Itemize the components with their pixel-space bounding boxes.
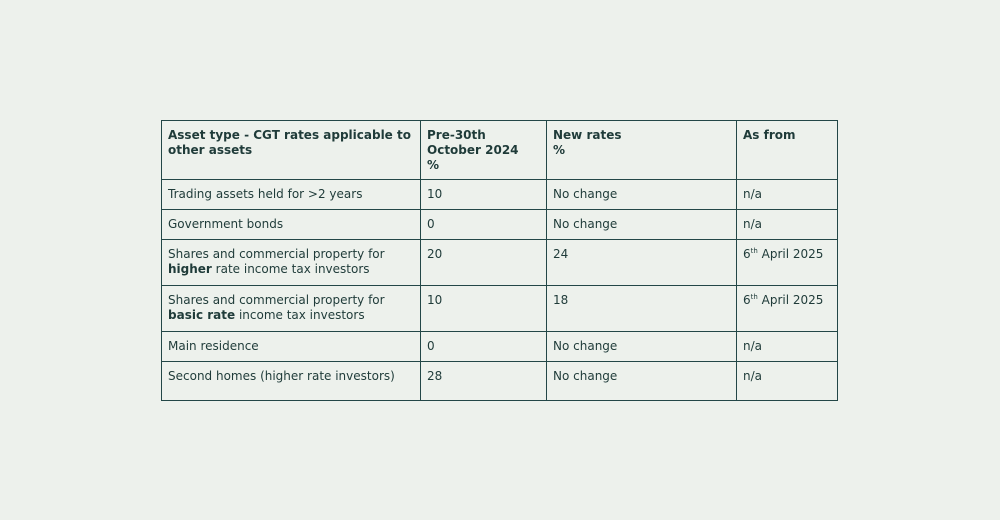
asset-text-bold: higher (168, 262, 212, 276)
date-ordinal: th (750, 293, 758, 301)
cell-asset: Main residence (162, 332, 421, 362)
asset-text-bold: basic rate (168, 308, 236, 322)
cell-as-from: n/a (737, 210, 838, 240)
cell-as-from (737, 286, 838, 332)
asset-text-suffix: rate income tax investors (211, 262, 370, 276)
cgt-rates-table (161, 120, 838, 401)
cell-as-from: n/a (737, 332, 838, 362)
date-rest: April 2025 (757, 293, 824, 307)
cell-new-rate: 24 (547, 240, 737, 286)
header-new-label: New rates (553, 128, 622, 142)
header-asset-type: Asset type - CGT rates applicable to other assets (162, 121, 421, 180)
cell-pre-rate: 10 (421, 286, 547, 332)
cell-pre-rate: 0 (421, 332, 547, 362)
asset-text-suffix: income tax investors (235, 308, 365, 322)
cell-asset (162, 240, 421, 286)
asset-text-prefix: Shares and commercial property for (168, 247, 385, 261)
table-row (162, 180, 838, 210)
cell-new-rate: No change (547, 362, 737, 401)
cell-asset (162, 286, 421, 332)
header-pre-label: Pre-30th October 2024 (427, 128, 519, 157)
header-pre-unit: % (427, 158, 440, 172)
cell-pre-rate: 10 (421, 180, 547, 210)
cell-pre-rate: 0 (421, 210, 547, 240)
cell-new-rate: 18 (547, 286, 737, 332)
cell-new-rate: No change (547, 210, 737, 240)
cell-as-from: n/a (737, 180, 838, 210)
header-as-from: As from (737, 121, 838, 180)
table-row (162, 332, 838, 362)
cell-asset: Second homes (higher rate investors) (162, 362, 421, 401)
header-new-unit: % (553, 143, 566, 157)
cell-as-from (737, 240, 838, 286)
date-day: 6 (743, 293, 751, 307)
cell-pre-rate: 28 (421, 362, 547, 401)
table-row (162, 362, 838, 401)
cell-as-from: n/a (737, 362, 838, 401)
cell-asset: Government bonds (162, 210, 421, 240)
table-header-row (162, 121, 838, 180)
cell-new-rate: No change (547, 180, 737, 210)
table-row (162, 240, 838, 286)
header-new-rates (547, 121, 737, 180)
table-row (162, 210, 838, 240)
cell-pre-rate: 20 (421, 240, 547, 286)
cell-new-rate: No change (547, 332, 737, 362)
cell-asset: Trading assets held for >2 years (162, 180, 421, 210)
date-rest: April 2025 (757, 247, 824, 261)
table-row (162, 286, 838, 332)
header-pre-rate (421, 121, 547, 180)
asset-text-prefix: Shares and commercial property for (168, 293, 385, 307)
date-day: 6 (743, 247, 751, 261)
date-ordinal: th (750, 247, 758, 255)
